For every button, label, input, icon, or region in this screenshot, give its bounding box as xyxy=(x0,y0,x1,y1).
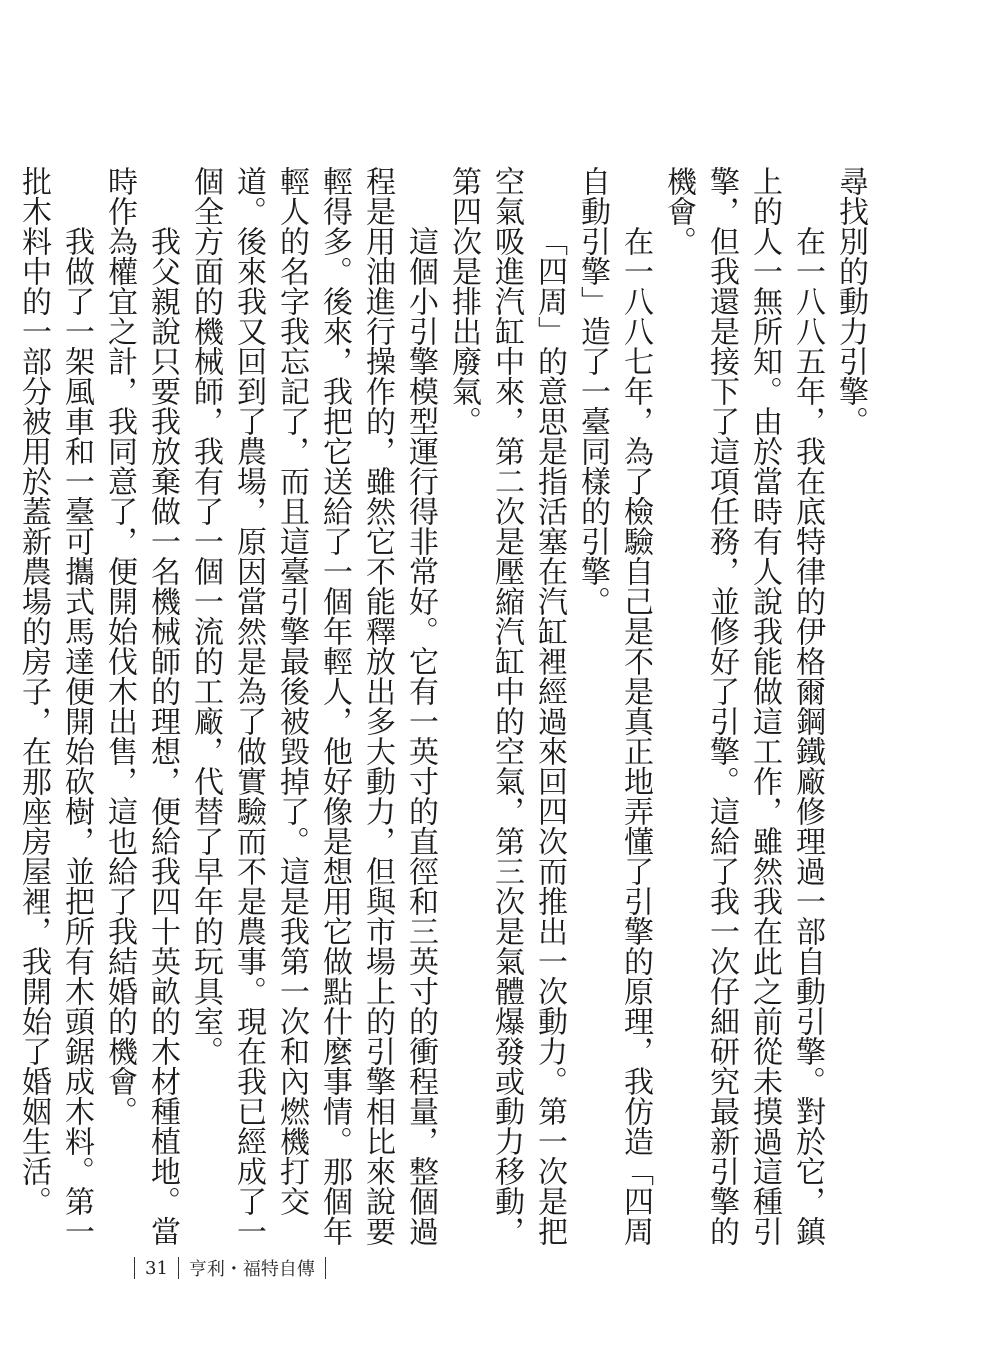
paragraph-windmill: 我做了一架風車和一臺可攜式馬達便開始砍樹，並把所有木頭鋸成木料。第一批木料中的一部分被用於蓋新農場的房子，在那座房屋裡，我開始了婚姻生活。 xyxy=(16,166,94,1246)
paragraph-1885-engine: 在一八八五年，我在底特律的伊格爾鋼鐵廠修理過一部自動引擎。對於它，鎮上的人一無所知。由於當時有人說我能做這工作，雖然我在此之前從未摸過這種引擎，但我還是接下了這項任務，並修好了引擎。這給了我一次仔細研究最新引擎的機會。 xyxy=(661,166,825,1246)
book-title: 亨利・福特自傳 xyxy=(188,1259,315,1280)
paragraph-model-engine: 這個小引擎模型運行得非常好。它有一英寸的直徑和三英寸的衝程量，整個過程是用油進行操作的，雖然它不能釋放出多大動力，但與市場上的引擎相比來說要輕得多。後來，我把它送給了一個年輕人，他好像是想用它做點什麼事情。那個年輕人的名字我忘記了，而且這臺引擎最後被毀掉了。這是我第一次和內燃機打交道。後來我又回到了農場，原因當然是為了做實驗而不是農事。現在我已經成了一個全方面的機械師，我有了一個一流的工廠，代替了早年的玩具室。 xyxy=(188,166,438,1246)
paragraph-continuation: 尋找別的動力引擎。 xyxy=(833,166,868,436)
paragraph-1887-engine: 在一八八七年，為了檢驗自己是不是真正地弄懂了引擎的原理，我仿造「四周自動引擎」造了一臺同樣的引擎。 xyxy=(575,166,653,1246)
paragraph-father-offer: 我父親說只要我放棄做一名機械師的理想，便給我四十英畝的木材種植地。當時作為權宜之計，我同意了，便開始伐木出售，這也給了我結婚的機會。 xyxy=(102,166,180,1246)
page-number: 31 xyxy=(145,1257,168,1279)
page-footer xyxy=(124,1254,336,1282)
paragraph-four-cycle: 「四周」的意思是指活塞在汽缸裡經過來回四次而推出一次動力。第一次是把空氣吸進汽缸中來，第二次是壓縮汽缸中的空氣，第三次是氣體爆發或動力移動，第四次是排出廢氣。 xyxy=(446,166,567,1246)
footer-divider-right xyxy=(325,1257,326,1279)
footer-divider-left xyxy=(134,1257,135,1279)
footer-divider-middle xyxy=(178,1257,179,1279)
vertical-text-body xyxy=(16,166,872,1246)
